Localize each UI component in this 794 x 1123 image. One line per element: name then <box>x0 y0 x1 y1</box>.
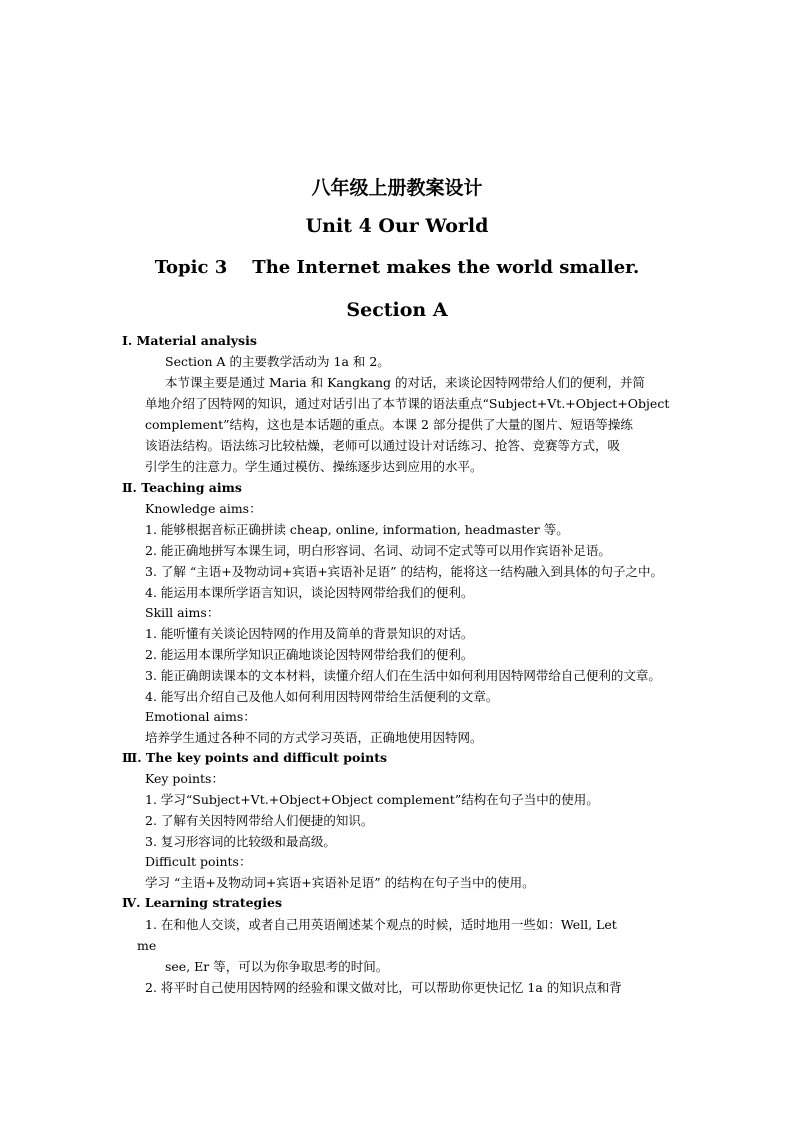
list-item: 1. 能够根据音标正确拼读 cheap, online, information, headmaster 等。 <box>145 522 569 537</box>
paragraph-line: 培养学生通过各种不同的方式学习英语，正确地使用因特网。 <box>145 730 483 745</box>
paragraph-line: 单地介绍了因特网的知识，通过对话引出了本节课的语法重点“Subject+Vt.+Object+Object <box>145 396 670 411</box>
list-item-continuation: me <box>137 938 157 953</box>
learning-strategies-heading: Ⅳ. Learning strategies <box>122 895 283 910</box>
topic-title: Topic 3 The Internet makes the world smaller. <box>154 257 640 278</box>
list-item: 1. 能听懂有关谈论因特网的作用及简单的背景知识的对话。 <box>145 626 474 641</box>
paragraph-line: 学习 “主语+及物动词+宾语+宾语补足语” 的结构在句子当中的使用。 <box>145 875 535 890</box>
skill-aims-label: Skill aims： <box>145 605 220 620</box>
emotional-aims-label: Emotional aims： <box>145 709 256 724</box>
paragraph-line: Section A 的主要教学活动为 1a 和 2。 <box>165 354 390 369</box>
key-points-label: Key points： <box>145 771 224 786</box>
list-item: 4. 能写出介绍自己及他人如何利用因特网带给生活便利的文章。 <box>145 689 499 704</box>
list-item: 2. 能正确地拼写本课生词，明白形容词、名词、动词不定式等可以用作宾语补足语。 <box>145 543 611 558</box>
teaching-aims-heading: Ⅱ. Teaching aims <box>122 480 242 495</box>
material-analysis-heading: Ⅰ. Material analysis <box>122 333 257 348</box>
paragraph-line: 本节课主要是通过 Maria 和 Kangkang 的对话，来谈论因特网带给人们的便利，并简 <box>165 375 645 390</box>
list-item: 2. 了解有关因特网带给人们便捷的知识。 <box>145 813 374 828</box>
key-points-heading: Ⅲ. The key points and difficult points <box>122 750 388 765</box>
document-title: 八年级上册教案设计 <box>311 177 483 199</box>
difficult-points-label: Difficult points： <box>145 854 252 869</box>
unit-title: Unit 4 Our World <box>305 215 489 237</box>
list-item: 3. 能正确朗读课本的文本材料，读懂介绍人们在生活中如何利用因特网带给自己便利的文章。 <box>145 668 661 683</box>
paragraph-line: complement”结构，这也是本话题的重点。本课 2 部分提供了大量的图片、短语等操练 <box>145 417 633 432</box>
list-item: 2. 能运用本课所学知识正确地谈论因特网带给我们的便利。 <box>145 647 474 662</box>
list-item: 1. 在和他人交谈，或者自己用英语阐述某个观点的时候，适时地用一些如：Well, Let <box>145 917 617 932</box>
paragraph-line: 该语法结构。语法练习比较枯燥，老师可以通过设计对话练习、抢答、竞赛等方式，吸 <box>145 438 621 453</box>
list-item: 3. 复习形容词的比较级和最高级。 <box>145 834 336 849</box>
list-item: 4. 能运用本课所学语言知识，谈论因特网带给我们的便利。 <box>145 585 474 600</box>
list-item: 2. 将平时自己使用因特网的经验和课文做对比，可以帮助你更快记忆 1a 的知识点和背 <box>145 980 622 995</box>
list-item-continuation: see, Er 等，可以为你争取思考的时间。 <box>165 959 389 974</box>
paragraph-line: 引学生的注意力。学生通过模仿、操练逐步达到应用的水平。 <box>145 459 483 474</box>
section-title: Section A <box>346 299 448 321</box>
list-item: 3. 了解 “主语+及物动词+宾语+宾语补足语” 的结构，能将这一结构融入到具体的句子之中。 <box>145 564 664 579</box>
list-item: 1. 学习“Subject+Vt.+Object+Object complement”结构在句子当中的使用。 <box>145 792 599 807</box>
knowledge-aims-label: Knowledge aims： <box>145 501 262 516</box>
